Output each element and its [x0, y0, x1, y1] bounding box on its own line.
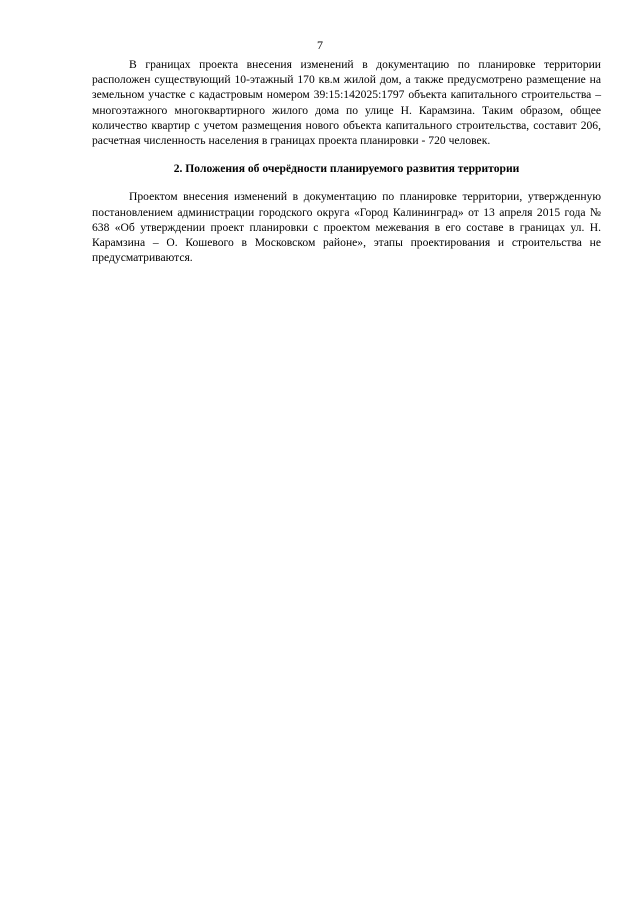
paragraph-development-stages: Проектом внесения изменений в документацию по планировке территории, утвержденную постановлением администрации городского округа «Город Калининград» от 13 апреля 2015 года № 638 «Об утверждении проект планировки с проектом межевания в его составе в границах ул. Н. Карамзина – О. Кошевого в Московском районе», этапы проектирования и строительства не предусматриваются. [92, 190, 601, 265]
section-heading: 2. Положения об очерёдности планируемого развития территории [173, 162, 520, 176]
document-body [92, 57, 601, 265]
page-number: 7 [317, 38, 323, 52]
paragraph-project-boundaries: В границах проекта внесения изменений в документацию по планировке территории расположен существующий 10-этажный 170 кв.м жилой дом, а также предусмотрено размещение на земельном участке с кадастровым номером 39:15:142025:1797 объекта капитального строительства – многоэтажного многоквартирного жилого дома по улице Н. Карамзина. Таким образом, общее количество квартир с учетом размещения нового объекта капитального строительства, составит 206, расчетная численность населения в границах проекта планировки - 720 человек. [92, 58, 601, 148]
